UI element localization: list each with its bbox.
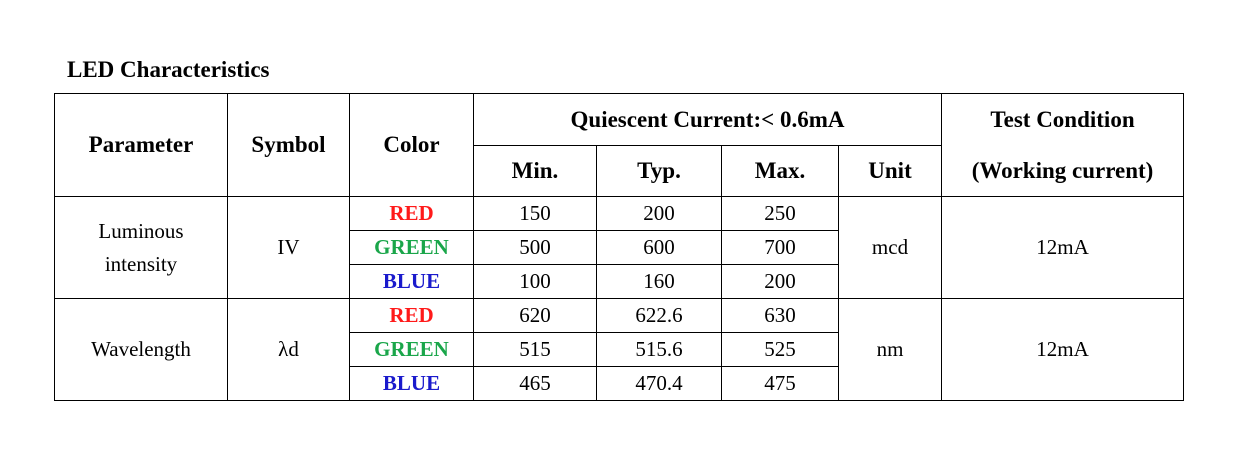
unit-cell: nm <box>839 299 942 401</box>
max-cell: 630 <box>722 299 839 333</box>
header-min: Min. <box>474 146 597 197</box>
max-cell: 700 <box>722 231 839 265</box>
table-row <box>55 299 1184 333</box>
min-cell: 620 <box>474 299 597 333</box>
color-cell-red: RED <box>350 299 474 333</box>
header-quiescent-current: Quiescent Current:< 0.6mA <box>474 94 942 146</box>
header-working-current: (Working current) <box>942 146 1184 197</box>
test-condition-cell: 12mA <box>942 299 1184 401</box>
header-symbol: Symbol <box>228 94 350 197</box>
header-max: Max. <box>722 146 839 197</box>
parameter-label: Luminous <box>98 218 184 243</box>
max-cell: 250 <box>722 197 839 231</box>
table-row <box>55 197 1184 231</box>
test-condition-cell: 12mA <box>942 197 1184 299</box>
parameter-label: intensity <box>104 251 178 276</box>
typ-cell: 470.4 <box>597 367 722 401</box>
typ-cell: 160 <box>597 265 722 299</box>
symbol-cell: IV <box>228 197 350 299</box>
typ-cell: 622.6 <box>597 299 722 333</box>
max-cell: 475 <box>722 367 839 401</box>
symbol-cell: λd <box>228 299 350 401</box>
color-cell-green: GREEN <box>350 231 474 265</box>
parameter-cell <box>55 197 228 299</box>
min-cell: 465 <box>474 367 597 401</box>
parameter-label: Wavelength <box>91 337 191 361</box>
unit-cell: mcd <box>839 197 942 299</box>
header-row-1 <box>55 94 1184 146</box>
typ-cell: 600 <box>597 231 722 265</box>
min-cell: 100 <box>474 265 597 299</box>
header-typ: Typ. <box>597 146 722 197</box>
header-parameter: Parameter <box>55 94 228 197</box>
max-cell: 525 <box>722 333 839 367</box>
parameter-cell <box>55 299 228 401</box>
color-cell-blue: BLUE <box>350 265 474 299</box>
typ-cell: 200 <box>597 197 722 231</box>
color-cell-blue: BLUE <box>350 367 474 401</box>
header-unit: Unit <box>839 146 942 197</box>
max-cell: 200 <box>722 265 839 299</box>
header-test-condition: Test Condition <box>942 94 1184 146</box>
typ-cell: 515.6 <box>597 333 722 367</box>
color-cell-green: GREEN <box>350 333 474 367</box>
color-cell-red: RED <box>350 197 474 231</box>
header-color: Color <box>350 94 474 197</box>
min-cell: 500 <box>474 231 597 265</box>
min-cell: 150 <box>474 197 597 231</box>
page-title: LED Characteristics <box>67 57 270 82</box>
min-cell: 515 <box>474 333 597 367</box>
led-characteristics-table <box>54 93 1184 401</box>
